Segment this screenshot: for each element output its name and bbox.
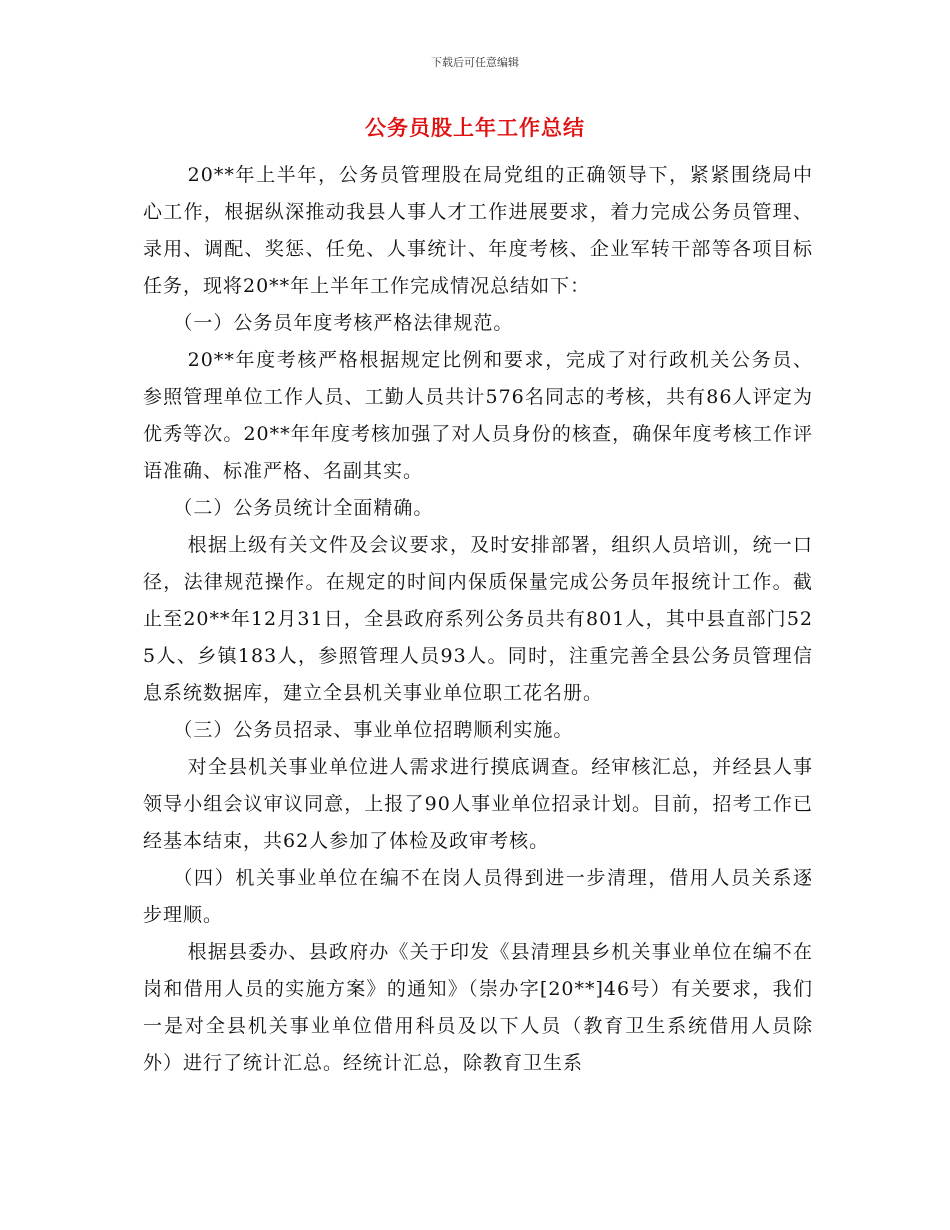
document-title: 公务员股上年工作总结 [365,116,585,140]
section-heading-1: （一）公务员年度考核严格法律规范。 [173,312,514,334]
paragraph-cleanup: 根据县委办、县政府办《关于印发《县清理县乡机关事业单位在编不在岗和借用人员的实施方案》的通知》（崇办字[20**]46号）有关要求，我们一是对全县机关事业单位借用科员及以下人员（教育卫生系统借用人员除外）进行了统计汇总。经统计汇总，除教育卫生系 [143,941,813,1074]
section-heading-4: （四）机关事业单位在编不在岗人员得到进一步清理，借用人员关系逐步理顺。 [143,867,813,926]
paragraph-assessment: 20**年度考核严格根据规定比例和要求，完成了对行政机关公务员、参照管理单位工作人员、工勤人员共计576名同志的考核，共有86人评定为优秀等次。20**年年度考核加强了对人员身份的核查，确保年度考核工作评语准确、标准严格、名副其实。 [143,349,813,482]
section-heading-2: （二）公务员统计全面精确。 [173,497,434,519]
paragraph-intro: 20**年上半年，公务员管理股在局党组的正确领导下，紧紧围绕局中心工作，根据纵深推动我县人事人才工作进展要求，着力完成公务员管理、录用、调配、奖惩、任免、人事统计、年度考核、企业军转干部等各项目标任务，现将20**年上半年工作完成情况总结如下： [143,164,813,297]
paragraph-recruitment: 对全县机关事业单位进人需求进行摸底调查。经审核汇总，并经县人事领导小组会议审议同意，上报了90人事业单位招录计划。目前，招考工作已经基本结束，共62人参加了体检及政审考核。 [143,756,813,852]
paragraph-statistics: 根据上级有关文件及会议要求，及时安排部署，组织人员培训，统一口径，法律规范操作。在规定的时间内保质保量完成公务员年报统计工作。截止至20**年12月31日，全县政府系列公务员共有801人，其中县直部门525人、乡镇183人，参照管理人员93人。同时，注重完善全县公务员管理信息系统数据库，建立全县机关事业单位职工花名册。 [143,534,813,704]
section-heading-3: （三）公务员招录、事业单位招聘顺利实施。 [173,719,574,741]
document-body [143,157,813,1082]
header-note: 下载后可任意编辑 [431,56,519,69]
